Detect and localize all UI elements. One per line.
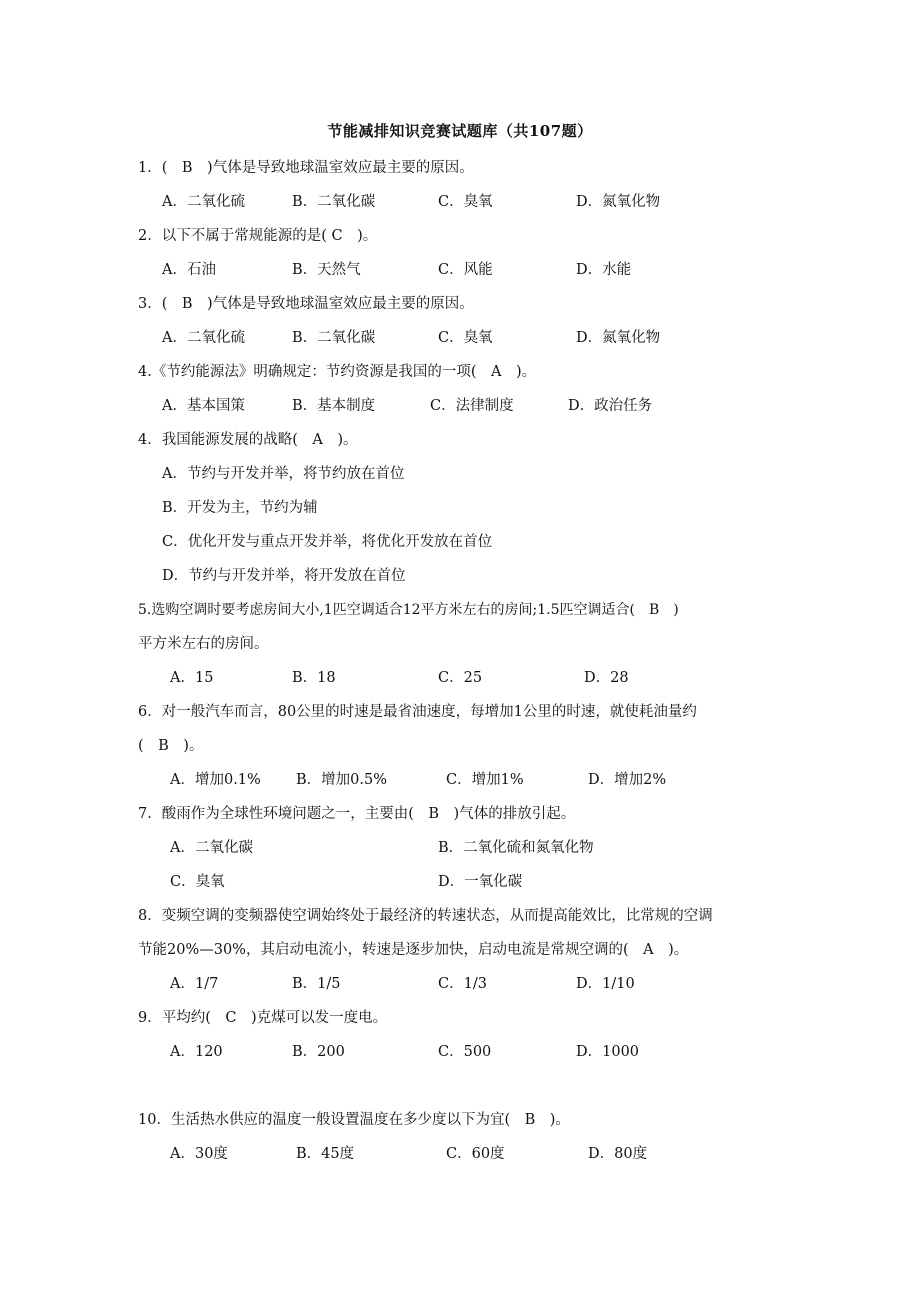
q8-option-b: B．1/5 xyxy=(292,976,341,992)
q5-option-b: B．18 xyxy=(292,670,336,686)
question-7: 7．酸雨作为全球性环境问题之一，主要由( B )气体的排放引起。 xyxy=(138,806,576,822)
q5-option-a: A．15 xyxy=(170,670,214,686)
q4a-option-d: D．政治任务 xyxy=(568,398,653,414)
q1-option-c: C．臭氧 xyxy=(438,194,493,210)
q4b-option-a: A．节约与开发并举，将节约放在首位 xyxy=(162,466,405,482)
question-5-line-2: 平方米左右的房间。 xyxy=(138,636,269,652)
question-1: 1．( B )气体是导致地球温室效应最主要的原因。 xyxy=(138,160,474,176)
question-6-line-2: ( B )。 xyxy=(138,738,204,754)
question-8-line-1: 8．变频空调的变频器使空调始终处于最经济的转速状态，从而提高能效比，比常规的空调 xyxy=(138,908,713,924)
q4a-option-b: B．基本制度 xyxy=(292,398,376,414)
question-2: 2．以下不属于常规能源的是( C )。 xyxy=(138,228,378,244)
question-4b: 4．我国能源发展的战略( A )。 xyxy=(138,432,358,448)
question-8-line-2: 节能20%—30%，其启动电流小，转速是逐步加快，启动电流是常规空调的( A )。 xyxy=(138,942,689,958)
q7-option-c: C．臭氧 xyxy=(170,874,225,890)
q9-option-d: D．1000 xyxy=(576,1044,640,1060)
q2-option-b: B．天然气 xyxy=(292,262,361,278)
q5-option-d: D．28 xyxy=(584,670,629,686)
q2-option-c: C．风能 xyxy=(438,262,493,278)
question-5-line-1: 5.选购空调时要考虑房间大小,1匹空调适合12平方米左右的房间;1.5匹空调适合( B ) xyxy=(138,602,679,618)
q10-option-b: B．45度 xyxy=(296,1146,355,1162)
q5-option-c: C．25 xyxy=(438,670,483,686)
q6-option-a: A．增加0.1% xyxy=(170,772,261,788)
q6-option-c: C．增加1% xyxy=(446,772,524,788)
q10-option-d: D．80度 xyxy=(588,1146,648,1162)
page-title: 节能减排知识竞赛试题库（共107题） xyxy=(327,122,593,140)
q8-option-a: A．1/7 xyxy=(170,976,219,992)
q10-option-a: A．30度 xyxy=(170,1146,228,1162)
question-10: 10．生活热水供应的温度一般设置温度在多少度以下为宜( B )。 xyxy=(138,1112,570,1128)
q1-option-a: A．二氧化硫 xyxy=(162,194,245,210)
q4b-option-b: B．开发为主，节约为辅 xyxy=(162,500,318,516)
question-3: 3．( B )气体是导致地球温室效应最主要的原因。 xyxy=(138,296,474,312)
q2-option-a: A．石油 xyxy=(162,262,216,278)
q8-option-d: D．1/10 xyxy=(576,976,635,992)
q4b-option-c: C．优化开发与重点开发并举，将优化开发放在首位 xyxy=(162,534,493,550)
q3-option-d: D．氮氧化物 xyxy=(576,330,661,346)
q9-option-b: B．200 xyxy=(292,1044,345,1060)
q2-option-d: D．水能 xyxy=(576,262,632,278)
q10-option-c: C．60度 xyxy=(446,1146,505,1162)
question-9: 9．平均约( C )克煤可以发一度电。 xyxy=(138,1010,388,1026)
q3-option-b: B．二氧化碳 xyxy=(292,330,376,346)
q4a-option-c: C．法律制度 xyxy=(430,398,514,414)
q8-option-c: C．1/3 xyxy=(438,976,487,992)
q4b-option-d: D．节约与开发并举，将开发放在首位 xyxy=(162,568,406,584)
question-4a: 4.《节约能源法》明确规定：节约资源是我国的一项( A )。 xyxy=(138,364,537,380)
q9-option-c: C．500 xyxy=(438,1044,492,1060)
question-6-line-1: 6．对一般汽车而言，80公里的时速是最省油速度，每增加1公里的时速，就使耗油量约 xyxy=(138,704,697,720)
q4a-option-a: A．基本国策 xyxy=(162,398,245,414)
q3-option-c: C．臭氧 xyxy=(438,330,493,346)
q1-option-d: D．氮氧化物 xyxy=(576,194,661,210)
q1-option-b: B．二氧化碳 xyxy=(292,194,376,210)
q6-option-b: B．增加0.5% xyxy=(296,772,387,788)
q7-option-b: B．二氧化硫和氮氧化物 xyxy=(438,840,594,856)
q7-option-a: A．二氧化碳 xyxy=(170,840,253,856)
q6-option-d: D．增加2% xyxy=(588,772,667,788)
q3-option-a: A．二氧化硫 xyxy=(162,330,245,346)
q7-option-d: D．一氧化碳 xyxy=(438,874,523,890)
q9-option-a: A．120 xyxy=(170,1044,223,1060)
